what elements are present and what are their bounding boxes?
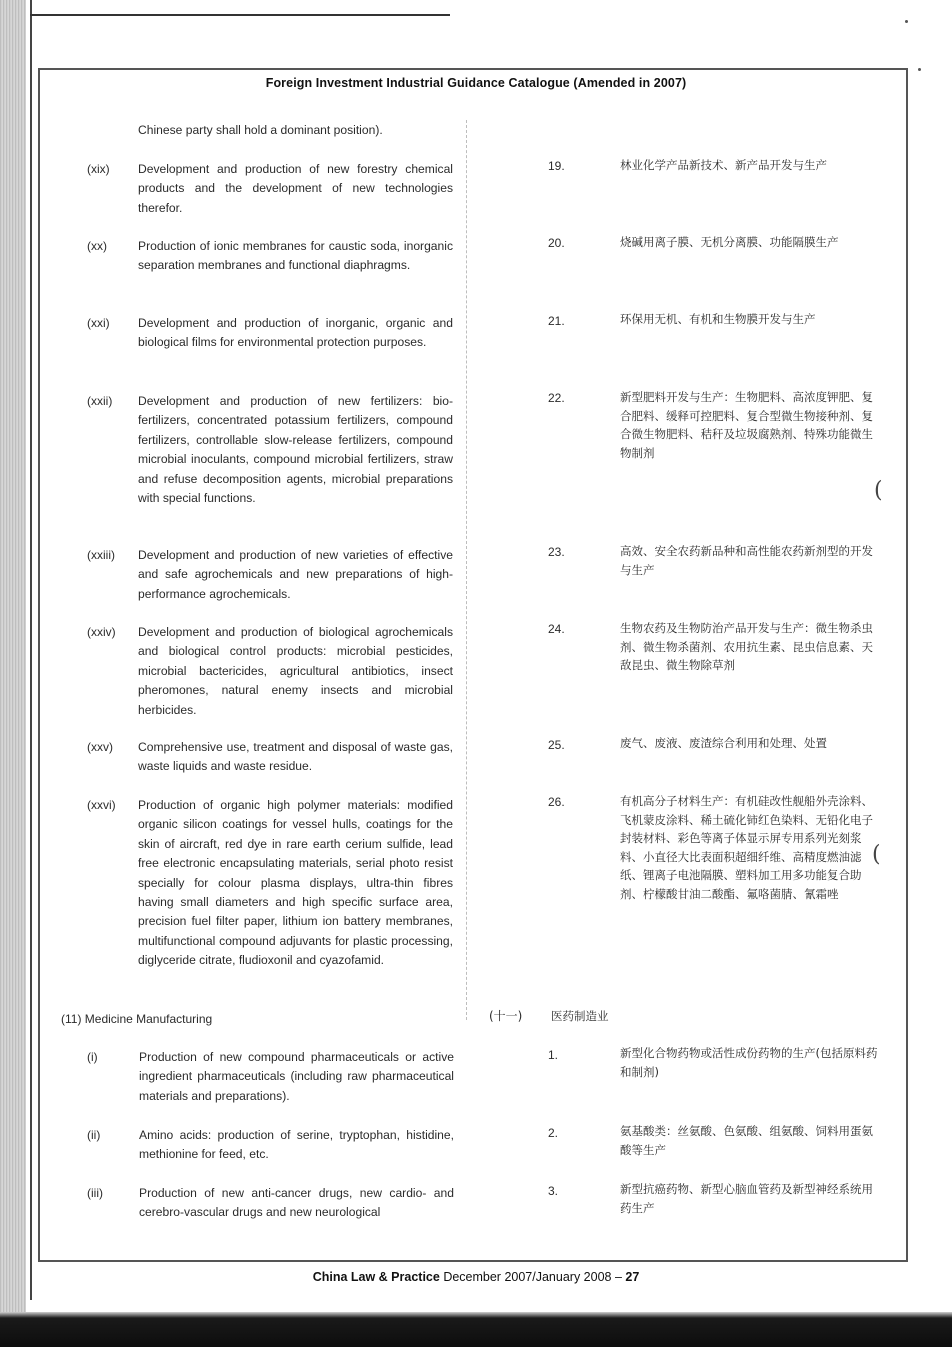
item-text-cn: 新型化合物药物或活性成份药物的生产(包括原料药和制剂) [620, 1046, 878, 1079]
section-heading-cn: 医药制造业 [551, 1009, 609, 1023]
scan-speck [918, 68, 921, 71]
scan-edge-line [30, 0, 32, 1300]
item-number-cn: 23. [548, 545, 565, 559]
item-number-en: (xx) [87, 239, 107, 253]
top-rule [30, 14, 450, 16]
item-number-en: (xxii) [87, 394, 113, 408]
column-divider [466, 120, 467, 1020]
item-number-cn: 21. [548, 314, 565, 328]
item-number-cn: 22. [548, 391, 565, 405]
item-text-cn: 有机高分子材料生产：有机硅改性舰船外壳涂料、飞机蒙皮涂料、稀土硫化铈红色染料、无铅化电子封装材料、彩色等离子体显示屏专用系列光刻浆料、小直径大比表面积超细纤维、高精度燃油滤纸、锂离子电池隔膜、塑料加工用多功能复合助剂、柠檬酸甘油二酸酯、氟咯菌腈、氰霜唑 [620, 794, 873, 901]
item-text-cn: 林业化学产品新技术、新产品开发与生产 [620, 158, 827, 172]
item-text-cn: 生物农药及生物防治产品开发与生产：微生物杀虫剂、微生物杀菌剂、农用抗生素、昆虫信息素、天敌昆虫、微生物除草剂 [620, 621, 873, 672]
item-number-cn: 1. [548, 1048, 559, 1062]
item-number-cn: 24. [548, 622, 565, 636]
item-text-en: Development and production of new forestry chemical products and the development of new technologies therefor. [138, 162, 453, 215]
item-number-en: (xix) [87, 162, 110, 176]
item-number-cn: 25. [548, 738, 565, 752]
item-text-en: Development and production of biological agrochemicals and biological control products: microbial pesticides, microbial bactericides, agricultural antibiotics, insect pheromones, natural enemy insects and microbial herbicides. [138, 625, 453, 717]
scan-edge-left [0, 0, 26, 1347]
item-number-cn: 19. [548, 159, 565, 173]
scan-speck [905, 20, 908, 23]
item-text-en: Development and production of new varieties of effective and safe agrochemicals and new preparations of high-performance agrochemicals. [138, 548, 453, 601]
item-text-cn: 新型肥料开发与生产：生物肥料、高浓度钾肥、复合肥料、缓释可控肥料、复合型微生物接种剂、复合微生物肥料、秸秆及垃圾腐熟剂、特殊功能微生物制剂 [620, 390, 873, 460]
item-text-en: Development and production of inorganic, organic and biological films for environmental protection purposes. [138, 316, 453, 350]
item-number-en: (xxiii) [87, 548, 115, 562]
footer-date: December 2007/January 2008 – [443, 1270, 622, 1284]
item-text-cn: 新型抗癌药物、新型心脑血管药及新型神经系统用药生产 [620, 1182, 873, 1215]
item-text-en: Development and production of new fertilizers: bio-fertilizers, concentrated potassium fertilizers, compound fertilizers, controllable slow-release fertilizers, compound microbial inoculants, compound microbial fertilizers, straw and refuse decomposition agents, microbial preparations with special functions. [138, 394, 453, 506]
footer-publication: China Law & Practice [312, 1270, 440, 1284]
item-number-en: (ii) [87, 1128, 101, 1142]
item-text-en: Comprehensive use, treatment and disposal of waste gas, waste liquids and waste residue. [138, 740, 453, 774]
item-text-en: Production of organic high polymer materials: modified organic silicon coatings for vessel hulls, coatings for the skin of aircraft, red dye in rare earth cerium sulfide, lead free electronic encapsulating materials, serial photo resist specially for colour plasma displays, ultra-thin fibres having small diameters and high specific surface area, precision fuel filter paper, lithium ion battery membranes, multifunctional compound adjuvants for plastic processing, diglyceride citrate, fludioxonil and cyazofamid. [138, 798, 453, 968]
item-number-en: (xxvi) [87, 798, 116, 812]
section-heading-en: (11) Medicine Manufacturing [61, 1012, 213, 1026]
item-number-en: (xxv) [87, 740, 113, 754]
page-header-title: Foreign Investment Industrial Guidance Catalogue (Amended in 2007) [265, 76, 687, 90]
item-text-en: Production of new compound pharmaceuticals or active ingredient pharmaceuticals (including raw pharmaceutical materials and preparations). [139, 1050, 454, 1103]
item-number-cn: 26. [548, 795, 565, 809]
item-number-cn: 3. [548, 1184, 559, 1198]
item-number-cn: 2. [548, 1126, 559, 1140]
item-text-cn: 烧碱用离子膜、无机分离膜、功能隔膜生产 [620, 235, 839, 249]
item-number-cn: 20. [548, 236, 565, 250]
item-text-cn: 废气、废液、废渣综合利用和处理、处置 [620, 736, 827, 750]
item-text-en: Production of ionic membranes for caustic soda, inorganic separation membranes and functional diaphragms. [138, 239, 453, 273]
item-number-en: (i) [87, 1050, 98, 1064]
item-text-en: Production of new anti-cancer drugs, new cardio- and cerebro-vascular drugs and new neurological [139, 1186, 454, 1220]
section-number-cn: (十一) [489, 1009, 523, 1023]
item-text-cn: 环保用无机、有机和生物膜开发与生产 [620, 312, 816, 326]
item-text-cn: 高效、安全农药新品种和高性能农药新剂型的开发与生产 [620, 544, 873, 577]
item-number-en: (xxiv) [87, 625, 116, 639]
footer-page-number: 27 [625, 1270, 640, 1284]
scan-bracket-mark: ( [872, 842, 881, 867]
continuation-text: Chinese party shall hold a dominant position). [138, 123, 383, 137]
item-text-en: Amino acids: production of serine, tryptophan, histidine, methionine for feed, etc. [139, 1128, 454, 1162]
item-number-en: (xxi) [87, 316, 110, 330]
page-footer [0, 1270, 952, 1284]
scan-bracket-mark: ( [874, 478, 883, 503]
item-text-cn: 氨基酸类：丝氨酸、色氨酸、组氨酸、饲料用蛋氨酸等生产 [620, 1124, 873, 1157]
item-number-en: (iii) [87, 1186, 103, 1200]
scan-edge-bottom [0, 1312, 952, 1347]
